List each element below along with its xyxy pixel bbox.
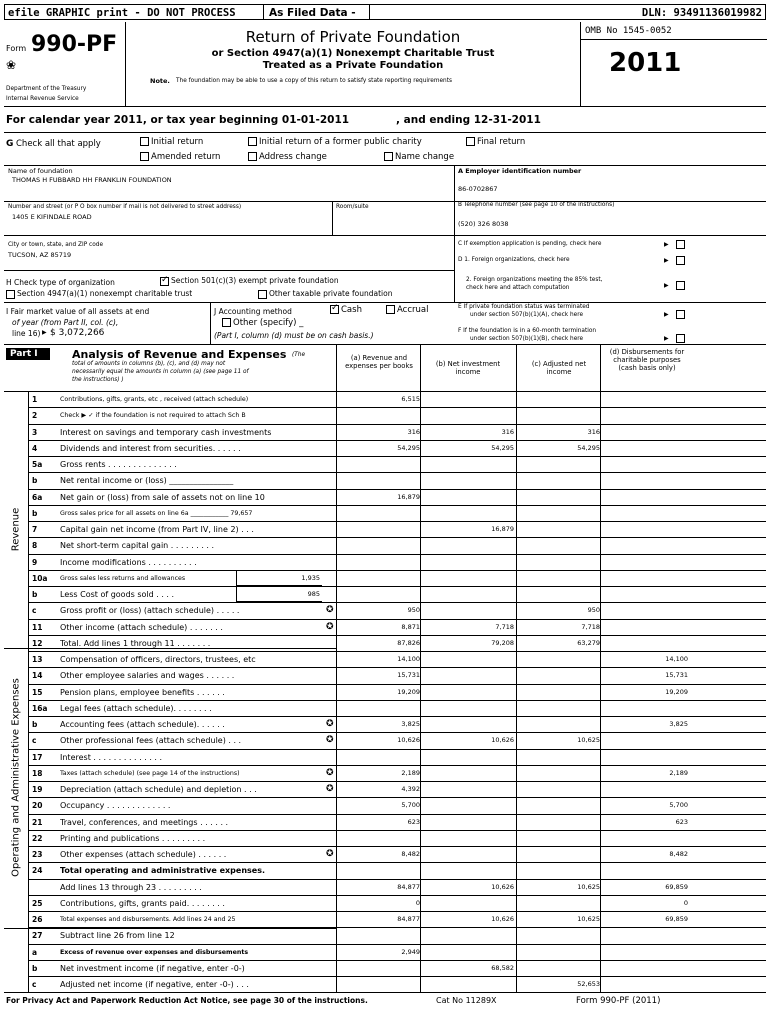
row-rule (28, 570, 766, 571)
row-label: Taxes (attach schedule) (see page 14 of the instructions) (60, 769, 240, 777)
row-label: Legal fees (attach schedule). . . . . . . . (60, 703, 212, 713)
row-rule (28, 797, 766, 798)
row-rule (28, 505, 766, 506)
d2-label: 2. Foreign organizations meeting the 85% test, (466, 277, 603, 283)
footer-form: Form 990-PF (2011) (576, 996, 661, 1006)
j-cash-option[interactable] (330, 305, 362, 315)
d2-label-2: check here and attach computation (466, 285, 570, 291)
part-1-title: Analysis of Revenue and Expenses (72, 348, 287, 361)
row-rule (28, 879, 766, 880)
part-1-desc-2: necessarily equal the amounts in column (a) (see page 11 of (72, 369, 249, 375)
j-accrual-option[interactable] (386, 305, 428, 315)
name-change-option[interactable] (384, 152, 454, 162)
row-label: Total operating and administrative expenses. (60, 866, 265, 876)
row-rule (28, 700, 766, 701)
initial-former-label: Initial return of a former public charity (259, 137, 422, 147)
row-label: Adjusted net income (if negative, enter -0-) . . . (60, 980, 249, 989)
revenue-side-text: Revenue (10, 507, 22, 552)
col-b-amount: 10,626 (491, 915, 514, 923)
row-label: Interest . . . . . . . . . . . . . . (60, 752, 163, 762)
col-a-amount: 950 (407, 606, 420, 615)
row-rule (28, 554, 766, 555)
final-return-label: Final return (477, 137, 526, 147)
row-number: b (32, 476, 38, 486)
col-c-amount: 10,625 (577, 882, 600, 891)
row-rule (28, 667, 766, 668)
omb-number: OMB No 1545-0052 (585, 26, 672, 36)
row-label: Net investment income (if negative, enter -0-) (60, 963, 245, 973)
row-number: 16a (32, 703, 48, 713)
row-label: Excess of revenue over expenses and disbursements (60, 948, 249, 956)
col-a-amount: 6,515 (401, 395, 420, 403)
row-number: 20 (32, 801, 43, 811)
final-return-option[interactable] (466, 137, 525, 147)
address-change-label: Address change (259, 152, 327, 162)
col-a-amount: 54,295 (397, 443, 420, 452)
j-label: J Accounting method (214, 307, 292, 316)
col-a-amount: 0 (415, 898, 420, 907)
city-value: TUCSON, AZ 85719 (8, 251, 72, 259)
h-other-label: Other taxable private foundation (269, 289, 393, 298)
col-c-amount: 54,295 (577, 443, 600, 452)
e-label: E If private foundation status was terminated (458, 304, 590, 310)
j-other-line: _ (296, 318, 304, 328)
e-arrow-icon: ▶ (664, 311, 669, 318)
h-other-checkbox[interactable] (258, 290, 267, 299)
attachment-icon[interactable]: ✪ (326, 735, 334, 746)
initial-return-option[interactable] (140, 137, 203, 147)
expenses-side-text: Operating and Administrative Expenses (10, 678, 22, 877)
row-label: Net rental income or (loss) ________________ (60, 476, 234, 486)
c-label: C If exemption application is pending, check here (458, 241, 602, 247)
attachment-icon[interactable]: ✪ (326, 849, 334, 859)
row-label: Other expenses (attach schedule) . . . . . . (60, 850, 227, 859)
row-rule (28, 911, 766, 912)
h-4947-label: Section 4947(a)(1) nonexempt charitable trust (17, 289, 193, 298)
row-inner-amount: 985 (236, 586, 322, 602)
row-number: 9 (32, 557, 38, 567)
row-number: 6a (32, 492, 43, 502)
name-change-label: Name change (395, 152, 455, 162)
form-subtitle-1: or Section 4947(a)(1) Nonexempt Charitable Trust (211, 48, 495, 59)
col-b-amount: 79,208 (491, 638, 514, 647)
col-c-amount: 7,718 (581, 622, 600, 631)
row-label: Net short-term capital gain . . . . . . . . . (60, 541, 215, 551)
row-number: c (32, 980, 37, 989)
g-letter: G (6, 139, 14, 149)
row-number: c (32, 736, 37, 746)
form-subtitle-2: Treated as a Private Foundation (262, 60, 444, 71)
footer-privacy: For Privacy Act and Paperwork Reduction Act Notice, see page 30 of the instructions. (6, 996, 368, 1005)
col-d-amount: 2,189 (669, 768, 688, 777)
row-rule (28, 440, 766, 441)
row-rule (28, 765, 766, 766)
col-c-amount: 10,625 (577, 915, 600, 923)
col-a-amount: 84,877 (397, 882, 420, 891)
part-1-rows (0, 391, 770, 992)
room-label: Room/suite (336, 204, 369, 210)
phone-value: (520) 326 8038 (458, 220, 509, 228)
j-cash-checkbox[interactable] (330, 305, 339, 314)
footer-cat: Cat No 11289X (436, 996, 497, 1005)
col-a-amount: 14,100 (397, 655, 420, 663)
col-a-amount: 8,482 (401, 850, 420, 858)
j-accrual-label: Accrual (397, 305, 429, 315)
col-d-amount: 3,825 (669, 720, 688, 728)
col-a-amount: 16,879 (397, 492, 420, 501)
col-a-amount: 84,877 (397, 915, 420, 923)
row-rule (28, 732, 766, 733)
col-d-amount: 69,859 (665, 882, 688, 891)
row-label: Check ▶ ✓ if the foundation is not required to attach Sch B (60, 412, 246, 420)
part-1-tag: Part I (6, 348, 50, 360)
street-label: Number and street (or P O box number if mail is not delivered to street address) (8, 204, 242, 210)
foundation-name: THOMAS H FUBBARD HH FRANKLIN FOUNDATION (12, 176, 172, 184)
initial-former-option[interactable] (248, 137, 422, 147)
col-c-amount: 10,625 (577, 736, 600, 745)
row-number: 14 (32, 671, 43, 681)
j-other-option[interactable] (222, 318, 303, 328)
col-c-header: (c) Adjusted net income (531, 360, 587, 376)
row-number: 15 (32, 687, 43, 697)
col-a-amount: 316 (407, 427, 420, 436)
row-rule (28, 960, 766, 961)
col-d-amount: 19,209 (665, 687, 688, 696)
row-rule (28, 684, 766, 685)
col-a-amount: 15,731 (397, 671, 420, 680)
d1-label: D 1. Foreign organizations, check here (458, 257, 570, 263)
row-rule (28, 424, 766, 425)
calendar-year-line: For calendar year 2011, or tax year beginning 01-01-2011 (6, 114, 350, 126)
h-501c3-label: Section 501(c)(3) exempt private foundation (171, 276, 339, 285)
j-note: (Part I, column (d) must be on cash basis.) (214, 331, 374, 340)
d1-checkbox[interactable] (676, 256, 687, 265)
col-c-amount: 950 (587, 606, 600, 615)
row-label: Interest on savings and temporary cash investments (60, 427, 272, 437)
attachment-icon[interactable]: ✪ (326, 621, 334, 632)
row-number: 17 (32, 752, 43, 762)
h-4947-option[interactable] (6, 289, 192, 299)
form-prefix: Form (6, 44, 27, 53)
row-label: Pension plans, employee benefits . . . . . . (60, 687, 225, 697)
h-other-option[interactable] (258, 289, 392, 299)
row-number: b (32, 590, 38, 599)
form-number: 990-PF (31, 32, 118, 57)
row-label: Accounting fees (attach schedule). . . . . . (60, 720, 225, 729)
row-rule (28, 927, 766, 928)
initial-former-checkbox[interactable] (248, 137, 257, 146)
row-label: Add lines 13 through 23 . . . . . . . . . (60, 882, 202, 892)
row-label: Gross sales less returns and allowances (60, 574, 186, 582)
col-a-header: (a) Revenue and expenses per books (345, 354, 413, 370)
part-1-desc-3: the instructions) ) (72, 377, 124, 383)
address-change-checkbox[interactable] (248, 152, 257, 161)
top-banner (4, 4, 766, 20)
row-number: a (32, 947, 38, 957)
row-number: 7 (32, 525, 38, 534)
f-checkbox[interactable] (676, 334, 687, 343)
row-number: 24 (32, 866, 43, 876)
row-label: Gross profit or (loss) (attach schedule) . . . . . (60, 606, 240, 616)
col-a-amount: 3,825 (401, 720, 420, 728)
col-d-amount: 15,731 (665, 671, 688, 680)
d1-arrow-icon: ▶ (664, 257, 669, 264)
row-label: Gross rents . . . . . . . . . . . . . . (60, 460, 177, 469)
attachment-icon[interactable]: ✪ (326, 767, 334, 778)
h-501c3-checkbox[interactable] (160, 277, 169, 286)
row-rule (28, 489, 766, 490)
col-a-amount: 623 (407, 817, 420, 826)
col-a-amount: 8,871 (401, 622, 420, 631)
address-change-option[interactable] (248, 152, 327, 162)
amended-return-checkbox[interactable] (140, 152, 149, 161)
col-c-amount: 63,279 (577, 638, 600, 647)
row-number: 26 (32, 915, 43, 924)
omb-block (580, 22, 766, 106)
row-label: Dividends and interest from securities. . . . . . (60, 443, 241, 453)
ein-value: 86-0702867 (458, 185, 498, 193)
form-id-block (4, 22, 126, 106)
note-text: The foundation may be able to use a copy of this return to satisfy state reporting requirements (176, 78, 452, 84)
row-label: Gross sales price for all assets on line 6a ____________ 79,657 (60, 509, 253, 517)
check-all-label: Check all that apply (16, 139, 101, 149)
row-number: 3 (32, 427, 38, 437)
row-rule (28, 521, 766, 522)
col-a-amount: 2,949 (401, 947, 420, 956)
row-label: Subtract line 26 from line 12 (60, 931, 175, 941)
row-number: 27 (32, 931, 43, 941)
row-label: Depreciation (attach schedule) and depletion . . . (60, 785, 257, 794)
col-b-amount: 54,295 (491, 443, 514, 452)
row-rule (28, 635, 766, 636)
street-value: 1405 E KIFINDALE ROAD (12, 213, 92, 221)
dln-label: DLN: 93491136019982 (641, 7, 762, 19)
c-arrow-icon: ▶ (664, 241, 669, 248)
row-rule (28, 716, 766, 717)
row-number: 12 (32, 638, 43, 648)
row-number: 23 (32, 850, 43, 859)
col-b-amount: 7,718 (495, 622, 514, 631)
h-4947-checkbox[interactable] (6, 290, 15, 299)
row-rule (28, 830, 766, 831)
row-label: Other income (attach schedule) . . . . . . . (60, 622, 223, 632)
row-rule (28, 537, 766, 538)
j-other-label: Other (specify) (233, 318, 297, 328)
row-inner-amount: 1,935 (236, 570, 322, 586)
e-label-2: under section 507(b)(1)(A), check here (470, 312, 584, 318)
attachment-icon[interactable]: ✪ (326, 784, 334, 794)
row-label: Capital gain net income (from Part IV, line 2) . . . (60, 525, 254, 534)
row-number: 11 (32, 622, 43, 632)
h-label: H Check type of organization (6, 278, 115, 287)
initial-return-checkbox[interactable] (140, 137, 149, 146)
row-label: Net gain or (loss) from sale of assets not on line 10 (60, 492, 265, 502)
row-rule (28, 976, 766, 977)
e-checkbox[interactable] (676, 310, 687, 319)
row-rule (28, 814, 766, 815)
row-number: b (32, 720, 38, 729)
row-rule (28, 407, 766, 408)
c-checkbox[interactable] (676, 240, 687, 249)
row-rule (28, 456, 766, 457)
name-change-checkbox[interactable] (384, 152, 393, 161)
row-number: 19 (32, 785, 43, 794)
col-a-amount: 4,392 (401, 785, 420, 793)
phone-label: B Telephone number (see page 10 of the instructions) (458, 202, 615, 208)
row-number: 21 (32, 817, 43, 827)
amended-return-label: Amended return (151, 152, 221, 162)
row-label: Other professional fees (attach schedule) . . . (60, 736, 242, 746)
row-rule (28, 846, 766, 847)
i-arrow-icon: ▶ (42, 329, 47, 336)
row-rule (28, 586, 766, 587)
row-number: 10a (32, 573, 48, 583)
foundation-name-label: Name of foundation (8, 167, 73, 175)
i-label-2: of year (from Part II, col. (c), (12, 318, 119, 327)
col-a-amount: 5,700 (401, 801, 420, 810)
row-rule (28, 472, 766, 473)
dept-irs: Internal Revenue Service (6, 96, 79, 102)
d2-arrow-icon: ▶ (664, 282, 669, 289)
col-a-amount: 10,626 (397, 736, 420, 745)
row-label: Compensation of officers, directors, trustees, etc (60, 655, 256, 664)
form-header (4, 22, 766, 107)
attachment-icon[interactable]: ✪ (326, 605, 334, 616)
row-label: Contributions, gifts, grants paid. . . . . . . . (60, 898, 225, 908)
col-d-amount: 8,482 (669, 850, 688, 858)
amended-return-option[interactable] (140, 152, 220, 162)
row-rule (28, 651, 766, 652)
i-label-1: I Fair market value of all assets at end (6, 307, 150, 316)
col-a-amount: 87,826 (397, 638, 420, 647)
note-label: Note. (150, 77, 170, 85)
row-number: 4 (32, 443, 38, 453)
row-number: 8 (32, 541, 38, 551)
row-number: 5a (32, 460, 43, 469)
row-rule (28, 944, 766, 945)
h-501c3-option[interactable] (160, 276, 339, 286)
col-b-amount: 16,879 (491, 525, 514, 533)
row-rule (28, 862, 766, 863)
col-d-header: (d) Disbursements for charitable purposes (cash basis only) (609, 348, 685, 372)
row-label: Occupancy . . . . . . . . . . . . . (60, 801, 171, 811)
row-number: 18 (32, 768, 43, 778)
row-rule (28, 895, 766, 896)
dept-treasury: Department of the Treasury (6, 86, 87, 92)
row-rule (28, 619, 766, 620)
part-1-desc-1: total of amounts in columns (b), (c), and (d) may not (72, 361, 226, 367)
city-label: City or town, state, and ZIP code (8, 242, 104, 248)
row-label: Travel, conferences, and meetings . . . . . . (60, 817, 229, 827)
j-accrual-checkbox[interactable] (386, 305, 395, 314)
col-a-amount: 19,209 (397, 687, 420, 696)
col-b-header: (b) Net investment income (435, 360, 501, 376)
col-b-amount: 10,626 (491, 736, 514, 745)
f-label: F If the foundation is in a 60-month termination (458, 328, 597, 334)
row-rule (28, 749, 766, 750)
row-label: Other employee salaries and wages . . . . . . (60, 671, 235, 681)
j-cash-label: Cash (341, 305, 362, 315)
col-d-amount: 0 (683, 898, 688, 907)
col-b-amount: 68,582 (491, 963, 514, 972)
f-arrow-icon: ▶ (664, 335, 669, 342)
row-number: b (32, 508, 38, 518)
col-b-amount: 10,626 (491, 882, 514, 891)
row-number: 22 (32, 833, 43, 843)
calendar-ending: , and ending 12-31-2011 (396, 114, 541, 126)
row-number: 1 (32, 395, 38, 404)
j-other-checkbox[interactable] (222, 318, 231, 327)
row-label: Total. Add lines 1 through 11 . . . . . . . (60, 638, 211, 648)
final-return-checkbox[interactable] (466, 137, 475, 146)
part-1-title-note: (The (292, 352, 306, 358)
attachment-icon[interactable]: ✪ (326, 719, 334, 729)
col-d-amount: 5,700 (669, 801, 688, 810)
tax-year: 2011 (609, 48, 682, 78)
i-label-3: line 16) (12, 329, 41, 338)
d2-checkbox[interactable] (676, 281, 687, 290)
row-label: Income modifications . . . . . . . . . . (60, 557, 197, 567)
i-value: $ 3,072,266 (50, 328, 105, 338)
form-title: Return of Private Foundation (245, 28, 461, 46)
f-label-2: under section 507(b)(1)(B), check here (470, 336, 584, 342)
col-b-amount: 316 (501, 427, 514, 436)
col-a-amount: 2,189 (401, 768, 420, 777)
row-number: 2 (32, 411, 38, 421)
col-c-amount: 316 (587, 427, 600, 436)
col-d-amount: 623 (675, 817, 688, 826)
row-number: c (32, 606, 37, 616)
eagle-icon: ❀ (6, 58, 17, 72)
col-d-amount: 14,100 (665, 655, 688, 663)
col-c-amount: 52,653 (577, 980, 600, 988)
row-rule (28, 602, 766, 603)
row-number: b (32, 963, 38, 973)
col-d-amount: 69,859 (665, 915, 688, 923)
efile-label: efile GRAPHIC print - DO NOT PROCESS (8, 7, 236, 19)
ein-label: A Employer identification number (458, 167, 582, 175)
row-rule (28, 781, 766, 782)
row-label: Printing and publications . . . . . . . . . (60, 833, 206, 843)
row-number: 13 (32, 655, 43, 664)
row-label: Contributions, gifts, grants, etc , received (attach schedule) (60, 396, 249, 403)
row-label: Total expenses and disbursements. Add lines 24 and 25 (60, 916, 236, 923)
initial-return-label: Initial return (151, 137, 204, 147)
row-number: 25 (32, 898, 43, 908)
as-filed-label: As Filed Data - (269, 7, 356, 19)
row-label: Less Cost of goods sold . . . . (60, 590, 175, 599)
